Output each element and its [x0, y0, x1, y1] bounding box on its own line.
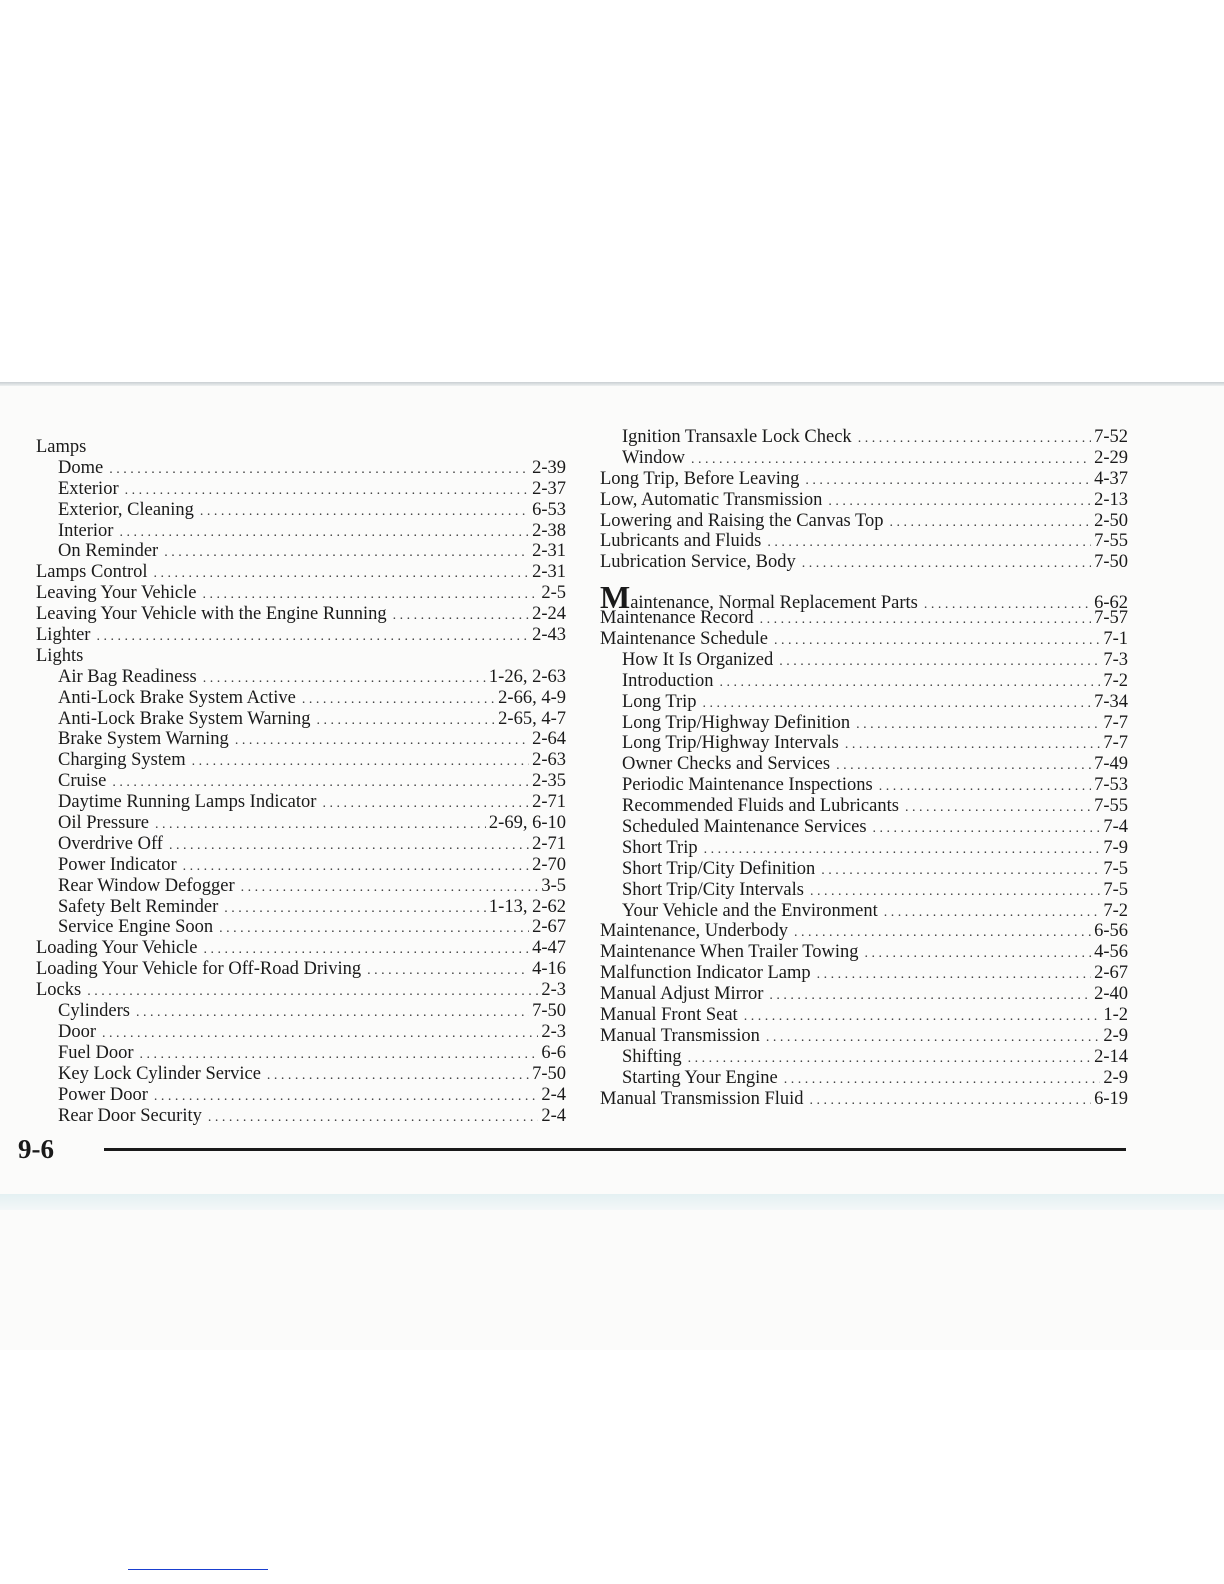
index-entry — [36, 1043, 566, 1064]
entry-page-ref: 7-57 — [1094, 608, 1128, 629]
index-entry — [600, 692, 1128, 713]
index-entry — [36, 897, 566, 918]
leader-dots — [208, 1108, 538, 1129]
index-entry — [36, 562, 566, 583]
entry-page-ref: 7-49 — [1094, 754, 1128, 775]
entry-page-ref: 2-4 — [541, 1084, 566, 1105]
leader-dots — [873, 819, 1101, 840]
leader-dots — [744, 1007, 1101, 1028]
leader-dots — [202, 585, 538, 606]
index-entry — [36, 583, 566, 604]
entry-label: Loading Your Vehicle — [36, 938, 198, 959]
entry-label: Manual Transmission Fluid — [600, 1088, 804, 1109]
leader-dots — [836, 756, 1091, 777]
entry-page-ref: 7-50 — [532, 1063, 566, 1084]
entry-label: Short Trip — [622, 837, 698, 858]
entry-page-ref: 2-65, 4-7 — [498, 708, 566, 729]
footer-rule — [104, 1148, 1126, 1151]
entry-label: Interior — [58, 520, 114, 541]
entry-page-ref: 7-7 — [1103, 712, 1128, 733]
leader-dots — [828, 492, 1091, 513]
leader-dots — [204, 940, 530, 961]
entry-label: Your Vehicle and the Environment — [622, 900, 878, 921]
entry-label: Lighter — [36, 625, 91, 646]
entry-label: Maintenance Record — [600, 608, 754, 629]
index-heading — [36, 437, 566, 458]
entry-page-ref: 2-4 — [541, 1105, 566, 1126]
entry-page-ref: 2-9 — [1103, 1067, 1128, 1088]
entry-page-ref: 2-3 — [541, 1021, 566, 1042]
leader-dots — [155, 815, 486, 836]
entry-label: Short Trip/City Intervals — [622, 879, 804, 900]
entry-page-ref: 7-50 — [1094, 552, 1128, 573]
entry-page-ref: 2-31 — [532, 541, 566, 562]
entry-label: Air Bag Readiness — [58, 666, 197, 687]
leader-dots — [102, 1024, 538, 1045]
entry-label: Long Trip/Highway Definition — [622, 712, 851, 733]
index-entry — [600, 1026, 1128, 1047]
entry-page-ref: 1-26, 2-63 — [488, 666, 566, 687]
index-entry — [36, 1064, 566, 1085]
entry-page-ref: 2-14 — [1094, 1046, 1128, 1067]
index-entry — [36, 917, 566, 938]
leader-dots — [367, 961, 529, 982]
index-entry — [600, 1068, 1128, 1089]
entry-page-ref: 4-47 — [532, 938, 566, 959]
entry-label: Starting Your Engine — [622, 1067, 778, 1088]
index-entry — [36, 938, 566, 959]
leader-dots — [109, 460, 529, 481]
entry-page-ref: 2-31 — [532, 562, 566, 583]
entry-label: Short Trip/City Definition — [622, 858, 816, 879]
entry-page-ref: 6-53 — [532, 499, 566, 520]
entry-page-ref: 7-50 — [532, 1001, 566, 1022]
leader-dots — [224, 899, 486, 920]
index-entry — [600, 427, 1128, 448]
leader-dots — [267, 1066, 529, 1087]
leader-dots — [760, 610, 1091, 631]
entry-label: Oil Pressure — [58, 813, 149, 834]
index-entry — [36, 667, 566, 688]
entry-label: Power Indicator — [58, 854, 177, 875]
entry-label: Key Lock Cylinder Service — [58, 1063, 261, 1084]
index-entry — [600, 650, 1128, 671]
entry-label: Service Engine Soon — [58, 917, 214, 938]
entry-page-ref: 7-53 — [1094, 775, 1128, 796]
entry-label: Door — [58, 1021, 97, 1042]
entry-page-ref: 4-56 — [1094, 942, 1128, 963]
index-entry — [600, 1089, 1128, 1110]
leader-dots — [858, 429, 1091, 450]
entry-label-rest: aintenance, Normal Replacement Parts — [630, 593, 918, 614]
leader-dots — [784, 1070, 1101, 1091]
leader-dots — [704, 840, 1101, 861]
leader-dots — [183, 857, 529, 878]
entry-label: Periodic Maintenance Inspections — [622, 775, 873, 796]
leader-dots — [393, 606, 529, 627]
entry-page-ref: 2-39 — [532, 457, 566, 478]
leader-dots — [302, 690, 495, 711]
entry-page-ref: 7-5 — [1103, 879, 1128, 900]
index-entry — [36, 750, 566, 771]
index-entry — [36, 1022, 566, 1043]
leader-dots — [691, 450, 1091, 471]
entry-label: Overdrive Off — [58, 833, 163, 854]
index-entry — [600, 1005, 1128, 1026]
entry-label: Window — [622, 447, 685, 468]
entry-label: Shifting — [622, 1046, 682, 1067]
index-entry — [600, 511, 1128, 532]
leader-dots — [802, 554, 1091, 575]
entry-page-ref: 6-62 — [1094, 593, 1128, 614]
entry-page-ref: 2-66, 4-9 — [498, 687, 566, 708]
entry-label: Manual Transmission — [600, 1025, 760, 1046]
leader-dots — [856, 715, 1100, 736]
leader-dots — [769, 986, 1091, 1007]
index-entry — [600, 579, 1128, 616]
entry-label: Leaving Your Vehicle with the Engine Running — [36, 604, 387, 625]
entry-page-ref: 7-3 — [1103, 649, 1128, 670]
entry-label: Exterior, Cleaning — [58, 499, 194, 520]
entry-page-ref: 2-71 — [532, 792, 566, 813]
entry-label: Power Door — [58, 1084, 148, 1105]
entry-label: Owner Checks and Services — [622, 754, 831, 775]
index-entry — [36, 834, 566, 855]
entry-label: Lowering and Raising the Canvas Top — [600, 510, 884, 531]
entry-page-ref: 7-34 — [1094, 691, 1128, 712]
entry-page-ref: 6-56 — [1094, 921, 1128, 942]
index-column-right — [600, 427, 1128, 1110]
index-entry — [600, 629, 1128, 650]
index-entry — [36, 959, 566, 980]
index-entry — [600, 817, 1128, 838]
leader-dots — [688, 1049, 1091, 1070]
leader-dots — [821, 861, 1100, 882]
leader-dots — [154, 1087, 538, 1108]
entry-page-ref: 2-69, 6-10 — [488, 813, 566, 834]
leader-dots — [865, 944, 1092, 965]
leader-dots — [890, 513, 1092, 534]
leader-dots — [774, 631, 1100, 652]
index-entry — [36, 458, 566, 479]
leader-dots — [164, 543, 529, 564]
entry-label: Lubrication Service, Body — [600, 552, 796, 573]
entry-label: Maintenance When Trailer Towing — [600, 942, 859, 963]
entry-label: Low, Automatic Transmission — [600, 489, 823, 510]
leader-dots — [241, 878, 539, 899]
entry-page-ref: 6-6 — [541, 1042, 566, 1063]
index-entry — [600, 490, 1128, 511]
leader-dots — [845, 735, 1100, 756]
entry-label: Maintenance Schedule — [600, 629, 768, 650]
entry-label: Loading Your Vehicle for Off-Road Driving — [36, 959, 362, 980]
leader-dots — [884, 903, 1101, 924]
entry-page-ref: 2-37 — [532, 478, 566, 499]
entry-label: Cylinders — [58, 1001, 130, 1022]
index-entry — [600, 775, 1128, 796]
entry-label: Ignition Transaxle Lock Check — [622, 427, 852, 447]
index-entry — [36, 1085, 566, 1106]
entry-label: Leaving Your Vehicle — [36, 583, 197, 604]
leader-dots — [119, 523, 529, 544]
index-entry — [36, 521, 566, 542]
entry-label: Lights — [36, 645, 84, 666]
leader-dots — [817, 965, 1091, 986]
entry-page-ref: 7-55 — [1094, 796, 1128, 817]
index-entry — [36, 688, 566, 709]
entry-page-ref: 2-67 — [1094, 963, 1128, 984]
entry-label: Anti-Lock Brake System Warning — [58, 708, 311, 729]
entry-label: Maintenance, Underbody — [600, 921, 789, 942]
entry-page-ref: 2-40 — [1094, 984, 1128, 1005]
entry-label: Scheduled Maintenance Services — [622, 817, 867, 838]
index-entry — [600, 859, 1128, 880]
leader-dots — [779, 652, 1100, 673]
index-entry — [36, 604, 566, 625]
index-entry — [600, 942, 1128, 963]
index-heading — [36, 646, 566, 667]
leader-dots — [219, 919, 529, 940]
index-entry — [600, 1047, 1128, 1068]
leader-dots — [112, 773, 529, 794]
entry-label: Brake System Warning — [58, 729, 229, 750]
index-entry — [36, 813, 566, 834]
leader-dots — [719, 673, 1100, 694]
index-entry — [600, 880, 1128, 901]
leader-dots — [810, 882, 1100, 903]
entry-label: On Reminder — [58, 541, 159, 562]
index-entry — [600, 754, 1128, 775]
entry-label: Lamps — [36, 437, 87, 457]
index-entry — [600, 796, 1128, 817]
entry-label: Long Trip/Highway Intervals — [622, 733, 839, 754]
leader-dots — [136, 1003, 529, 1024]
entry-page-ref: 7-2 — [1103, 670, 1128, 691]
entry-label: Manual Adjust Mirror — [600, 984, 764, 1005]
leader-dots — [192, 752, 529, 773]
entry-page-ref: 2-24 — [532, 604, 566, 625]
entry-page-ref: 7-52 — [1094, 427, 1128, 447]
index-entry — [36, 729, 566, 750]
index-column-left — [36, 437, 566, 1126]
index-entry — [36, 479, 566, 500]
index-entry — [36, 771, 566, 792]
entry-label: Introduction — [622, 670, 714, 691]
index-entry — [600, 963, 1128, 984]
leader-dots — [810, 1091, 1092, 1112]
entry-label: Rear Window Defogger — [58, 875, 235, 896]
index-entry — [36, 541, 566, 562]
index-entry — [36, 1001, 566, 1022]
entry-label: Dome — [58, 457, 104, 478]
index-entry — [600, 671, 1128, 692]
entry-label: Rear Door Security — [58, 1105, 202, 1126]
entry-label: Fuel Door — [58, 1042, 134, 1063]
leader-dots — [905, 798, 1091, 819]
entry-page-ref: 7-2 — [1103, 900, 1128, 921]
entry-label: Long Trip, Before Leaving — [600, 468, 800, 489]
leader-dots — [169, 836, 529, 857]
entry-page-ref: 2-67 — [532, 917, 566, 938]
index-entry — [600, 838, 1128, 859]
index-entry — [600, 984, 1128, 1005]
entry-page-ref: 2-3 — [541, 980, 566, 1001]
entry-page-ref: 1-2 — [1103, 1005, 1128, 1026]
index-entry — [600, 921, 1128, 942]
leader-dots — [87, 982, 538, 1003]
page-top-edge — [0, 382, 1224, 386]
leader-dots — [200, 502, 529, 523]
index-entry — [36, 980, 566, 1001]
entry-page-ref: 7-5 — [1103, 858, 1128, 879]
leader-dots — [794, 923, 1091, 944]
entry-page-ref: 2-43 — [532, 625, 566, 646]
entry-label: Cruise — [58, 771, 107, 792]
leader-dots — [767, 533, 1091, 554]
index-entry — [600, 608, 1128, 629]
index-entry — [36, 709, 566, 730]
entry-label: Lubricants and Fluids — [600, 531, 762, 552]
index-entry — [36, 792, 566, 813]
entry-label: Exterior — [58, 478, 119, 499]
leader-dots — [766, 1028, 1100, 1049]
entry-page-ref: 7-55 — [1094, 531, 1128, 552]
section-gap — [600, 573, 1128, 587]
entry-page-ref: 1-13, 2-62 — [488, 896, 566, 917]
leader-dots — [322, 794, 529, 815]
entry-page-ref: 2-13 — [1094, 489, 1128, 510]
index-entry — [600, 552, 1128, 573]
entry-page-ref: 2-50 — [1094, 510, 1128, 531]
index-entry — [600, 531, 1128, 552]
entry-page-ref: 6-19 — [1094, 1088, 1128, 1109]
entry-label: Charging System — [58, 750, 186, 771]
index-entry — [600, 733, 1128, 754]
entry-page-ref: 7-9 — [1103, 837, 1128, 858]
leader-dots — [96, 627, 529, 648]
entry-label: Lamps Control — [36, 562, 148, 583]
leader-dots — [203, 669, 486, 690]
entry-page-ref: 4-37 — [1094, 468, 1128, 489]
entry-label: Long Trip — [622, 691, 697, 712]
entry-page-ref: 7-1 — [1103, 629, 1128, 650]
entry-page-ref: 2-35 — [532, 771, 566, 792]
index-group-l-continued — [600, 427, 1128, 573]
index-entry — [36, 1106, 566, 1127]
entry-page-ref: 2-5 — [541, 583, 566, 604]
entry-label: Daytime Running Lamps Indicator — [58, 792, 317, 813]
index-entry — [600, 901, 1128, 922]
leader-dots — [125, 481, 529, 502]
leader-dots — [154, 564, 530, 585]
entry-page-ref: 2-71 — [532, 833, 566, 854]
entry-label: Safety Belt Reminder — [58, 896, 219, 917]
leader-dots — [317, 711, 496, 732]
drop-cap-letter: M — [600, 579, 631, 616]
index-entry — [600, 469, 1128, 490]
leader-dots — [703, 694, 1092, 715]
leader-dots — [140, 1045, 539, 1066]
leader-dots — [805, 471, 1091, 492]
entry-page-ref: 2-38 — [532, 520, 566, 541]
entry-page-ref: 2-70 — [532, 854, 566, 875]
link-underline — [128, 1569, 268, 1570]
index-entry — [36, 500, 566, 521]
entry-page-ref: 4-16 — [532, 959, 566, 980]
entry-page-ref: 7-7 — [1103, 733, 1128, 754]
entry-page-ref: 3-5 — [541, 875, 566, 896]
entry-label: Manual Front Seat — [600, 1005, 738, 1026]
index-entry — [36, 876, 566, 897]
index-entry — [600, 713, 1128, 734]
index-entry — [36, 625, 566, 646]
entry-page-ref: 2-9 — [1103, 1025, 1128, 1046]
entry-label: Anti-Lock Brake System Active — [58, 687, 296, 708]
index-group-m — [600, 579, 1128, 1109]
entry-page-ref: 7-4 — [1103, 817, 1128, 838]
entry-page-ref: 2-29 — [1094, 447, 1128, 468]
entry-label: Malfunction Indicator Lamp — [600, 963, 811, 984]
entry-page-ref: 2-63 — [532, 750, 566, 771]
page-number: 9-6 — [18, 1134, 54, 1164]
leader-dots — [235, 731, 529, 752]
index-entry — [36, 855, 566, 876]
entry-page-ref: 2-64 — [532, 729, 566, 750]
entry-label: How It Is Organized — [622, 649, 774, 670]
entry-label: Locks — [36, 980, 82, 1001]
page-bottom-edge — [0, 1194, 1224, 1210]
leader-dots — [879, 777, 1091, 798]
index-entry — [600, 448, 1128, 469]
entry-label: Recommended Fluids and Lubricants — [622, 796, 899, 817]
